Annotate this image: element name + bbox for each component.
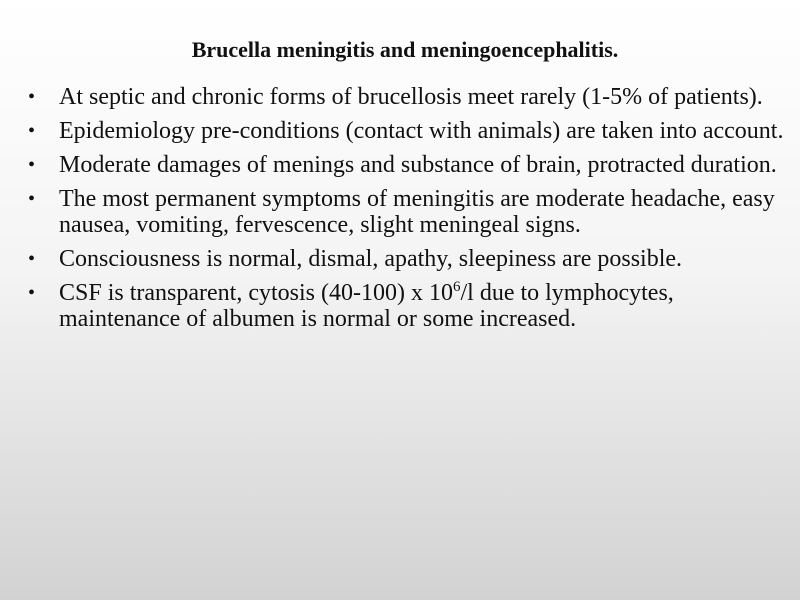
bullet-text: At septic and chronic forms of brucellosis meet rarely (1-5% of patients). xyxy=(59,84,763,110)
list-item xyxy=(28,118,788,144)
bullet-icon: • xyxy=(28,248,36,270)
bullet-icon: • xyxy=(28,282,36,304)
bullet-text: /l due to lymphocytes, maintenance of albumen is normal or some increased. xyxy=(59,280,674,332)
bullet-text: Moderate damages of menings and substance of brain, protracted duration. xyxy=(59,152,777,178)
bullet-text: The most permanent symptoms of meningitis are moderate headache, easy nausea, vomiting, fervescence, slight meningeal signs. xyxy=(59,186,775,238)
list-item xyxy=(28,186,788,238)
slide-title: Brucella meningitis and meningoencephalitis. xyxy=(191,37,619,62)
list-item xyxy=(28,280,788,332)
list-item xyxy=(28,84,788,110)
superscript-exponent: 6 xyxy=(452,279,461,295)
bullet-icon: • xyxy=(28,154,36,176)
bullet-list xyxy=(28,84,788,340)
bullet-icon: • xyxy=(28,86,36,108)
bullet-text: Consciousness is normal, dismal, apathy, sleepiness are possible. xyxy=(59,246,683,272)
bullet-text: CSF is transparent, cytosis (40-100) x 10 xyxy=(59,280,453,306)
bullet-icon: • xyxy=(28,120,36,142)
list-item xyxy=(28,152,788,178)
bullet-icon: • xyxy=(28,188,36,210)
bullet-text: Epidemiology pre-conditions (contact with animals) are taken into account. xyxy=(59,118,784,144)
list-item xyxy=(28,246,788,272)
